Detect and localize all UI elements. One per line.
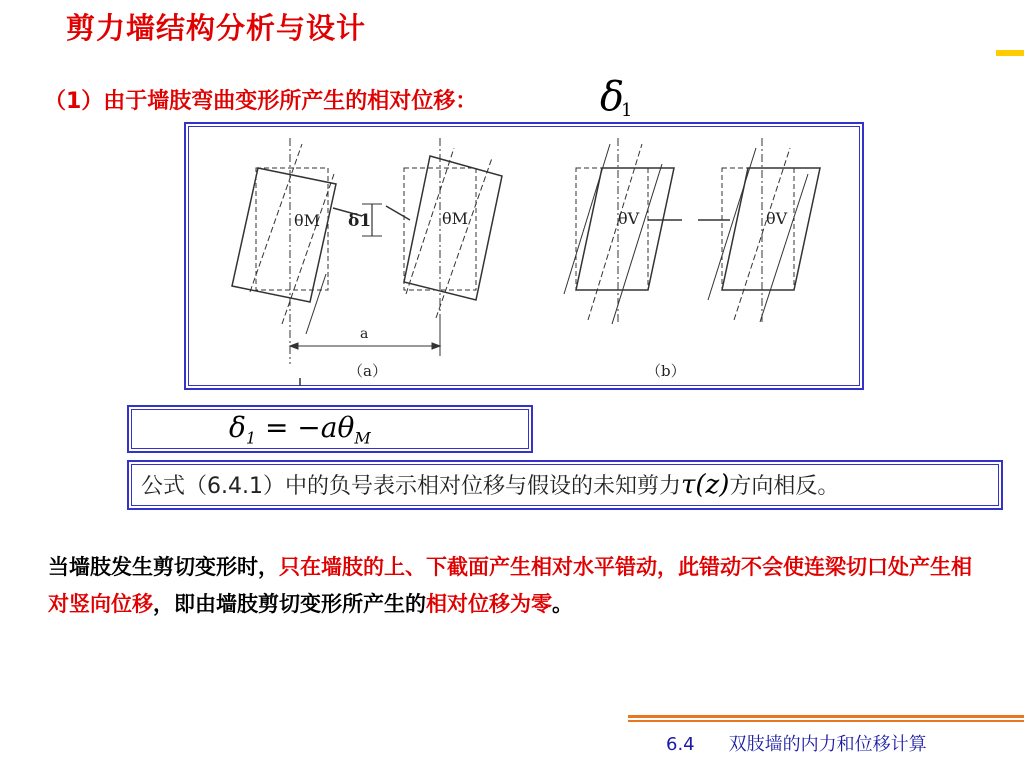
- paragraph-part1: 当墙肢发生剪切变形时，: [48, 554, 279, 579]
- hatch-line: [708, 148, 756, 300]
- theta-m-right-label: θM: [442, 209, 469, 228]
- slide-title: 剪力墙结构分析与设计: [66, 11, 367, 45]
- hatch-line: [760, 174, 808, 322]
- formula-rhs-sub: M: [354, 428, 371, 448]
- theta-v-right-label: θV: [766, 209, 788, 228]
- hatch-line: [612, 164, 662, 324]
- note-box: [127, 460, 1003, 510]
- formula-lhs-sub: 1: [245, 428, 257, 448]
- accent-bar: [996, 50, 1024, 56]
- delta-subscript: 1: [621, 100, 633, 121]
- dimension-arrow: [290, 343, 298, 349]
- hatch-line: [436, 158, 492, 318]
- hatch-line: [306, 274, 326, 334]
- b-right-original-outline: [722, 168, 794, 290]
- dimension-arrow: [432, 343, 440, 349]
- paragraph-part3: ，即由墙肢剪切变形所产生的: [153, 591, 426, 616]
- paragraph-part5: 。: [552, 591, 573, 616]
- hatch-line: [588, 144, 642, 320]
- formula-lhs: δ: [229, 411, 246, 444]
- caption-a: （a）: [348, 362, 387, 380]
- b-left-sheared-wall: [576, 168, 674, 290]
- delta-label: δ1: [348, 211, 372, 231]
- note-before: 公式（6.4.1）中的负号表示相对位移与假设的未知剪力: [141, 474, 681, 499]
- b-right-sheared-wall: [722, 168, 820, 290]
- theta-m-left-label: θM: [294, 211, 321, 230]
- figure-frame: [184, 122, 864, 390]
- delta-symbol: δ: [600, 74, 625, 120]
- note-after: 方向相反。: [729, 474, 840, 499]
- subtitle: （1）由于墙肢弯曲变形所产生的相对位移：: [44, 89, 478, 114]
- footer-section-number: 6.4: [666, 734, 695, 755]
- b-left-original-outline: [576, 168, 648, 290]
- paragraph-part4: 相对位移为零: [426, 591, 552, 616]
- beam-stub: [386, 206, 410, 220]
- body-paragraph: [48, 548, 978, 622]
- note-text: [141, 469, 839, 500]
- deformation-diagram: [186, 124, 862, 388]
- footer-divider: [628, 715, 1024, 718]
- paragraph-part2: 只在墙肢的上、下截面产生相对水平错动，此错动不会使连梁切口处产生相对竖向位移: [48, 554, 972, 616]
- formula-rhs: = −aθ: [256, 411, 355, 444]
- left-rotated-wall: [232, 168, 336, 302]
- right-rotated-wall: [404, 156, 502, 300]
- caption-b: （b）: [646, 362, 686, 380]
- formula-box: [127, 405, 533, 453]
- note-math: τ(z): [680, 470, 730, 500]
- footer-divider: [628, 720, 1024, 722]
- footer: [666, 730, 927, 756]
- theta-v-left-label: θV: [618, 209, 640, 228]
- formula: [229, 411, 371, 448]
- footer-section-title: 双肢墙的内力和位移计算: [728, 734, 927, 755]
- dimension-a-label: a: [360, 326, 369, 342]
